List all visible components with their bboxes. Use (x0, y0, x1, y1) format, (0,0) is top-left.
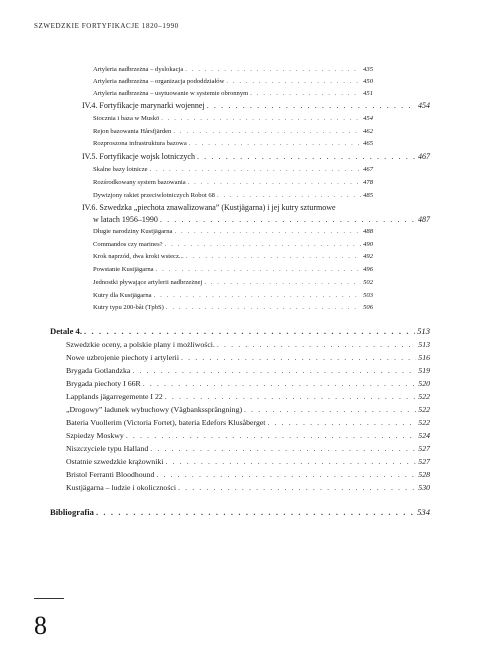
leader-dots (250, 90, 361, 97)
toc-entry-page: 502 (363, 279, 373, 286)
toc-entry-label: Dywizjony rakiet przeciwlotniczych Robot 68 (93, 192, 215, 199)
leader-dots (132, 366, 416, 375)
toc-entry-label: Szwedzkie oceny, a polskie plany i możliwości. (66, 340, 215, 349)
leader-dots (165, 392, 417, 401)
toc-entry-page: 485 (363, 192, 373, 199)
toc-entry-label: Szpiedzy Moskwy (66, 431, 124, 440)
toc-entry[interactable] (93, 304, 373, 317)
toc-entry-label: Nowe uzbrojenie piechoty i artylerii (66, 353, 180, 362)
toc-entry-page: 488 (363, 228, 373, 235)
toc-section-label: IV.4. Fortyfikacje marynarki wojennej (82, 101, 205, 110)
toc-section[interactable] (82, 101, 430, 114)
toc-entry-page: 522 (418, 392, 430, 401)
toc-detale-entry[interactable] (66, 353, 430, 362)
toc-entry-label: Stocznia i baza w Muskö (93, 115, 160, 122)
toc-entry-page: 528 (418, 470, 430, 479)
toc-detale-entry[interactable] (66, 457, 430, 466)
toc-section-label-line1[interactable]: IV.6. Szwedzka „piechota znawalizowana” (Kustjägarna) i jej kutry szturmowe (82, 203, 336, 212)
toc-entry-label: Lapplands jägarregemente I 22 (66, 392, 163, 401)
leader-dots (156, 266, 361, 273)
toc-detale-entry[interactable] (66, 418, 430, 427)
toc-entry-label: Bateria Vuollerim (Victoria Fortet), bateria Edefors Klusåberget (66, 418, 266, 427)
toc-entry-label: Artyleria nadbrzeżna – organizacja pododdziałów (93, 78, 225, 85)
running-head: SZWEDZKIE FORTYFIKACJE 1820–1990 (34, 22, 179, 30)
toc-section[interactable] (93, 215, 430, 228)
toc-detale-entry[interactable] (66, 483, 430, 492)
toc-entry-label: Skalne bazy lotnicze (93, 166, 148, 173)
toc-chapter-detale[interactable] (50, 326, 430, 336)
toc-detale-entry[interactable] (66, 392, 430, 401)
toc-section-page: 467 (418, 152, 430, 161)
toc-entry-label: Kustjägarna – ludzie i okoliczności (66, 483, 176, 492)
leader-dots (84, 326, 415, 336)
toc-entry[interactable] (93, 179, 373, 192)
toc-entry-page: 435 (363, 66, 373, 73)
leader-dots (154, 292, 362, 299)
leader-dots (217, 192, 361, 199)
toc-entry-page: 527 (418, 457, 430, 466)
toc-entry-label: Rozproszona infrastruktura bazowa (93, 140, 187, 147)
toc-entry-label: Kutry dla Kustjägarna (93, 292, 152, 299)
toc-entry-page: 519 (418, 366, 430, 375)
toc-entry[interactable] (93, 115, 373, 128)
toc-entry-label: Artyleria nadbrzeżna – dyslokacja (93, 66, 184, 73)
leader-dots (174, 228, 361, 235)
toc-detale-entry[interactable] (66, 340, 430, 349)
toc-entry-page: 462 (363, 128, 373, 135)
toc-entry[interactable] (93, 228, 373, 241)
toc-entry-page: 530 (418, 483, 430, 492)
toc-entry-page: 451 (363, 90, 373, 97)
toc-entry-page: 520 (418, 379, 430, 388)
toc-entry-page: 522 (418, 418, 430, 427)
toc-entry-label: Commandos czy marines? (93, 241, 163, 248)
toc-entry-page: 527 (418, 444, 430, 453)
toc-entry[interactable] (93, 253, 373, 266)
toc-chapter-page: 513 (417, 326, 430, 336)
toc-entry-page: 524 (418, 431, 430, 440)
toc-chapter-bibliografia[interactable] (50, 507, 430, 517)
toc-entry-label: Brygada piechoty I 66R (66, 379, 141, 388)
leader-dots (207, 101, 416, 110)
toc-chapter-label: Bibliografia (50, 507, 94, 517)
toc-entry-page: 516 (418, 353, 430, 362)
toc-entry-label: Niszczyciele typu Halland (66, 444, 149, 453)
leader-dots (178, 483, 416, 492)
toc-entry-page: 478 (363, 179, 373, 186)
toc-section-label: IV.5. Fortyfikacje wojsk lotniczych (82, 152, 195, 161)
toc-detale-entry[interactable] (66, 470, 430, 479)
leader-dots (126, 431, 416, 440)
toc-entry-page: 454 (363, 115, 373, 122)
toc-chapter-page: 534 (417, 507, 430, 517)
toc-entry-label: „Drogowy” ładunek wybuchowy (Vägbankssprängning) (66, 405, 243, 414)
toc-section[interactable] (82, 152, 430, 165)
toc-detale-entry[interactable] (66, 405, 430, 414)
leader-dots (150, 444, 416, 453)
page-number: 8 (34, 611, 47, 640)
toc-entry-label: Jednostki pływające artylerii nadbrzeżnej (93, 279, 203, 286)
toc-entry-label: Rozśrodkowany system bazowania (93, 179, 186, 186)
toc-entry-label: Krok naprzód, dwa kroki wstecz... (93, 253, 184, 260)
leader-dots (244, 405, 416, 414)
footer-divider (34, 598, 64, 599)
toc-entry-page: 506 (363, 304, 373, 311)
toc-detale-entry[interactable] (66, 444, 430, 453)
leader-dots (226, 78, 361, 85)
toc-entry-page: 503 (363, 292, 373, 299)
leader-dots (189, 140, 361, 147)
toc-section-label-line2: w latach 1956–1990 (93, 215, 158, 224)
toc-entry-label: Rejon bazowania Hårsfjärden (93, 128, 172, 135)
leader-dots (165, 241, 362, 248)
toc-entry-label: Bristol Ferranti Bloodhound (66, 470, 155, 479)
leader-dots (186, 253, 361, 260)
leader-dots (96, 507, 415, 517)
leader-dots (143, 379, 417, 388)
toc-entry-page: 522 (418, 405, 430, 414)
toc-entry-label: Artyleria nadbrzeżna – usytuowanie w systemie obronnym (93, 90, 249, 97)
leader-dots (217, 340, 416, 349)
leader-dots (150, 166, 362, 173)
leader-dots (197, 152, 416, 161)
leader-dots (204, 279, 361, 286)
leader-dots (160, 215, 416, 224)
toc-detale-entry[interactable] (66, 379, 430, 388)
toc-entry-page: 492 (363, 253, 373, 260)
leader-dots (156, 470, 416, 479)
leader-dots (161, 115, 361, 122)
toc-detale-entry[interactable] (66, 366, 430, 375)
toc-section-page: 454 (418, 101, 430, 110)
toc-entry-page: 496 (363, 266, 373, 273)
toc-detale-entry[interactable] (66, 431, 430, 440)
toc-section-page: 487 (418, 215, 430, 224)
toc-entry-page: 467 (363, 166, 373, 173)
toc-entry[interactable] (93, 166, 373, 179)
toc-chapter-label: Detale 4. (50, 326, 82, 336)
toc-entry-page: 450 (363, 78, 373, 85)
toc-entry-page: 490 (363, 241, 373, 248)
leader-dots (173, 128, 361, 135)
toc-entry[interactable] (93, 266, 373, 279)
leader-dots (166, 304, 361, 311)
toc-entry-label: Kutry typu 200-båt (TpbS) (93, 304, 164, 311)
toc-entry-page: 513 (418, 340, 430, 349)
toc-entry-label: Ostatnie szwedzkie krążowniki (66, 457, 164, 466)
leader-dots (181, 353, 416, 362)
toc-entry-page: 465 (363, 140, 373, 147)
leader-dots (188, 179, 361, 186)
leader-dots (267, 418, 416, 427)
leader-dots (185, 66, 361, 73)
toc-entry-label: Długie narodziny Kustjägarna (93, 228, 173, 235)
toc-entry-label: Brygada Gotlandzka (66, 366, 131, 375)
leader-dots (165, 457, 416, 466)
toc-entry-label: Powstanie Kustjägarna (93, 266, 154, 273)
toc-entry[interactable] (93, 279, 373, 292)
